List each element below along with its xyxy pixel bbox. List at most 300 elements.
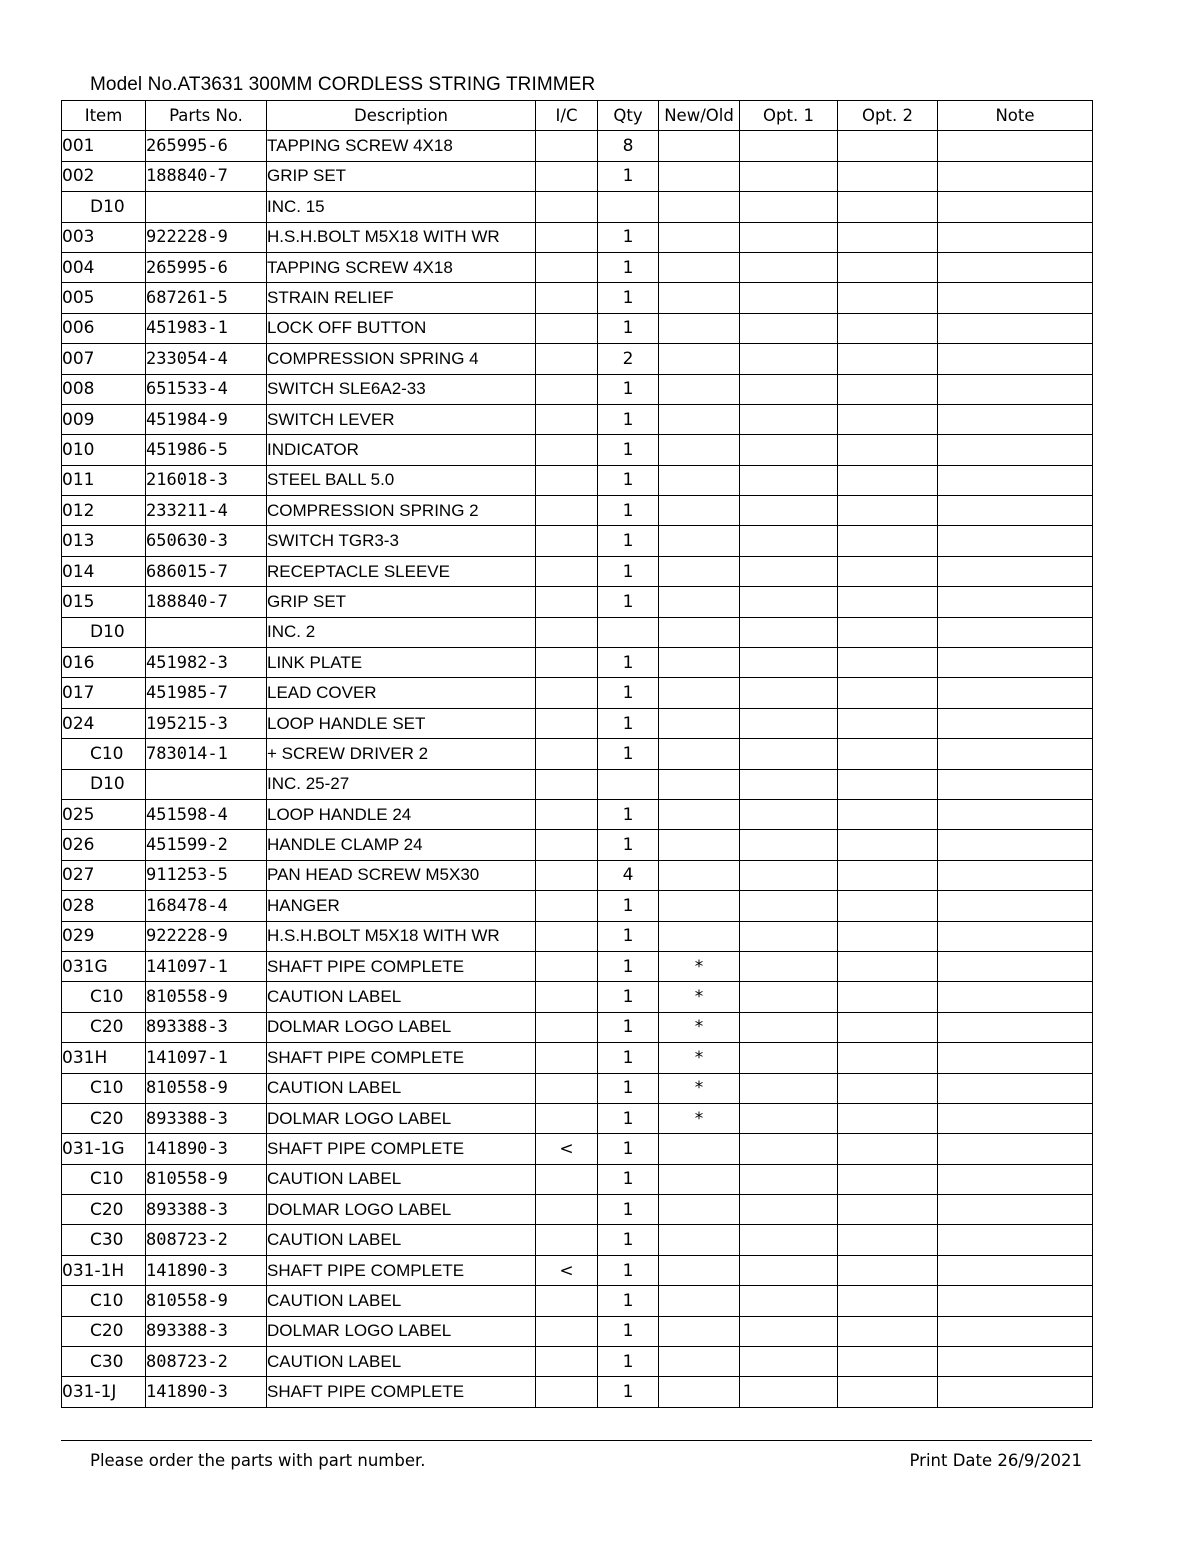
qty-cell: 1: [598, 1164, 659, 1194]
table-row: [62, 769, 1093, 799]
note-cell: [938, 222, 1093, 252]
note-cell: [938, 192, 1093, 222]
opt2-cell: [838, 404, 938, 434]
qty-cell: 1: [598, 799, 659, 829]
qty-cell: 8: [598, 131, 659, 161]
note-cell: [938, 435, 1093, 465]
item-cell: 031-1J: [62, 1377, 146, 1407]
note-cell: [938, 1164, 1093, 1194]
column-header-new-old: New/Old: [659, 101, 740, 131]
ic-cell: [536, 951, 598, 981]
ic-cell: <: [536, 1134, 598, 1164]
item-cell: C10: [62, 1286, 146, 1316]
note-cell: [938, 830, 1093, 860]
opt1-cell: [740, 587, 838, 617]
opt2-cell: [838, 708, 938, 738]
table-row: [62, 1377, 1093, 1407]
item-cell: 026: [62, 830, 146, 860]
description-cell: GRIP SET: [267, 587, 536, 617]
qty-cell: 1: [598, 921, 659, 951]
qty-cell: 1: [598, 161, 659, 191]
opt2-cell: [838, 648, 938, 678]
table-row: [62, 891, 1093, 921]
opt1-cell: [740, 526, 838, 556]
ic-cell: [536, 1195, 598, 1225]
qty-cell: 1: [598, 739, 659, 769]
table-row: [62, 799, 1093, 829]
description-cell: TAPPING SCREW 4X18: [267, 252, 536, 282]
opt2-cell: [838, 739, 938, 769]
item-cell: 028: [62, 891, 146, 921]
new-old-cell: [659, 496, 740, 526]
qty-cell: 2: [598, 344, 659, 374]
note-cell: [938, 799, 1093, 829]
part-number-cell: 783014-1: [146, 739, 267, 769]
ic-cell: [536, 1316, 598, 1346]
part-number-cell: 810558-9: [146, 1286, 267, 1316]
ic-cell: [536, 1347, 598, 1377]
note-cell: [938, 1073, 1093, 1103]
ic-cell: [536, 921, 598, 951]
opt2-cell: [838, 1377, 938, 1407]
footer-print-date: Print Date 26/9/2021: [909, 1451, 1082, 1470]
description-cell: LINK PLATE: [267, 648, 536, 678]
new-old-cell: [659, 526, 740, 556]
new-old-cell: [659, 283, 740, 313]
ic-cell: [536, 769, 598, 799]
description-cell: DOLMAR LOGO LABEL: [267, 1103, 536, 1133]
new-old-cell: *: [659, 982, 740, 1012]
qty-cell: 1: [598, 678, 659, 708]
ic-cell: [536, 313, 598, 343]
part-number-cell: 922228-9: [146, 921, 267, 951]
ic-cell: [536, 374, 598, 404]
table-row: [62, 1134, 1093, 1164]
description-cell: COMPRESSION SPRING 2: [267, 496, 536, 526]
ic-cell: [536, 648, 598, 678]
new-old-cell: [659, 1225, 740, 1255]
note-cell: [938, 678, 1093, 708]
item-cell: 014: [62, 556, 146, 586]
item-cell: C20: [62, 1316, 146, 1346]
item-cell: 024: [62, 708, 146, 738]
opt1-cell: [740, 252, 838, 282]
opt1-cell: [740, 951, 838, 981]
qty-cell: [598, 617, 659, 647]
item-cell: 027: [62, 860, 146, 890]
item-cell: 015: [62, 587, 146, 617]
opt2-cell: [838, 1316, 938, 1346]
description-cell: SWITCH SLE6A2-33: [267, 374, 536, 404]
note-cell: [938, 982, 1093, 1012]
part-number-cell: 810558-9: [146, 1164, 267, 1194]
item-cell: C20: [62, 1012, 146, 1042]
description-cell: CAUTION LABEL: [267, 1073, 536, 1103]
table-header-row: [62, 101, 1093, 131]
qty-cell: 1: [598, 252, 659, 282]
description-cell: STRAIN RELIEF: [267, 283, 536, 313]
part-number-cell: [146, 617, 267, 647]
qty-cell: 1: [598, 1043, 659, 1073]
item-cell: 016: [62, 648, 146, 678]
note-cell: [938, 1377, 1093, 1407]
qty-cell: 1: [598, 1103, 659, 1133]
description-cell: HANGER: [267, 891, 536, 921]
table-row: [62, 283, 1093, 313]
item-cell: C30: [62, 1225, 146, 1255]
new-old-cell: [659, 161, 740, 191]
note-cell: [938, 1225, 1093, 1255]
note-cell: [938, 283, 1093, 313]
ic-cell: [536, 617, 598, 647]
table-row: [62, 496, 1093, 526]
table-row: [62, 1316, 1093, 1346]
table-row: [62, 678, 1093, 708]
new-old-cell: [659, 465, 740, 495]
qty-cell: 1: [598, 1377, 659, 1407]
opt1-cell: [740, 283, 838, 313]
part-number-cell: 687261-5: [146, 283, 267, 313]
column-header-item: Item: [62, 101, 146, 131]
note-cell: [938, 526, 1093, 556]
note-cell: [938, 1316, 1093, 1346]
opt2-cell: [838, 1103, 938, 1133]
ic-cell: [536, 982, 598, 1012]
ic-cell: [536, 1164, 598, 1194]
item-cell: 001: [62, 131, 146, 161]
item-cell: 009: [62, 404, 146, 434]
item-cell: C20: [62, 1103, 146, 1133]
new-old-cell: [659, 374, 740, 404]
note-cell: [938, 252, 1093, 282]
opt2-cell: [838, 799, 938, 829]
opt2-cell: [838, 344, 938, 374]
opt1-cell: [740, 769, 838, 799]
ic-cell: [536, 252, 598, 282]
table-row: [62, 1347, 1093, 1377]
table-row: [62, 1012, 1093, 1042]
new-old-cell: [659, 708, 740, 738]
footer-divider: [61, 1440, 1092, 1441]
opt2-cell: [838, 1134, 938, 1164]
table-row: [62, 982, 1093, 1012]
column-header-parts-no: Parts No.: [146, 101, 267, 131]
part-number-cell: 651533-4: [146, 374, 267, 404]
opt1-cell: [740, 1347, 838, 1377]
item-cell: 031H: [62, 1043, 146, 1073]
description-cell: INC. 15: [267, 192, 536, 222]
table-row: [62, 435, 1093, 465]
item-cell: 012: [62, 496, 146, 526]
table-row: [62, 1195, 1093, 1225]
new-old-cell: [659, 404, 740, 434]
part-number-cell: 451986-5: [146, 435, 267, 465]
ic-cell: [536, 496, 598, 526]
part-number-cell: 451599-2: [146, 830, 267, 860]
qty-cell: 1: [598, 222, 659, 252]
opt1-cell: [740, 830, 838, 860]
description-cell: DOLMAR LOGO LABEL: [267, 1195, 536, 1225]
opt1-cell: [740, 222, 838, 252]
note-cell: [938, 1043, 1093, 1073]
qty-cell: 1: [598, 1286, 659, 1316]
part-number-cell: 911253-5: [146, 860, 267, 890]
note-cell: [938, 313, 1093, 343]
part-number-cell: 141890-3: [146, 1255, 267, 1285]
opt1-cell: [740, 1103, 838, 1133]
new-old-cell: [659, 1316, 740, 1346]
note-cell: [938, 617, 1093, 647]
part-number-cell: 810558-9: [146, 1073, 267, 1103]
description-cell: SHAFT PIPE COMPLETE: [267, 1255, 536, 1285]
ic-cell: [536, 708, 598, 738]
table-row: [62, 708, 1093, 738]
note-cell: [938, 131, 1093, 161]
new-old-cell: [659, 1134, 740, 1164]
item-cell: C30: [62, 1347, 146, 1377]
new-old-cell: [659, 1377, 740, 1407]
part-number-cell: 141097-1: [146, 951, 267, 981]
item-cell: 011: [62, 465, 146, 495]
part-number-cell: 451983-1: [146, 313, 267, 343]
qty-cell: 4: [598, 860, 659, 890]
opt1-cell: [740, 982, 838, 1012]
qty-cell: 1: [598, 556, 659, 586]
part-number-cell: 451982-3: [146, 648, 267, 678]
table-row: [62, 465, 1093, 495]
opt1-cell: [740, 1195, 838, 1225]
description-cell: CAUTION LABEL: [267, 1164, 536, 1194]
note-cell: [938, 951, 1093, 981]
note-cell: [938, 587, 1093, 617]
new-old-cell: [659, 587, 740, 617]
qty-cell: 1: [598, 648, 659, 678]
qty-cell: 1: [598, 465, 659, 495]
description-cell: CAUTION LABEL: [267, 1347, 536, 1377]
item-cell: C10: [62, 739, 146, 769]
opt1-cell: [740, 192, 838, 222]
opt2-cell: [838, 435, 938, 465]
opt2-cell: [838, 587, 938, 617]
new-old-cell: [659, 435, 740, 465]
note-cell: [938, 1286, 1093, 1316]
new-old-cell: [659, 799, 740, 829]
qty-cell: 1: [598, 435, 659, 465]
part-number-cell: 141097-1: [146, 1043, 267, 1073]
table-row: [62, 830, 1093, 860]
new-old-cell: [659, 252, 740, 282]
column-header-ic: I/C: [536, 101, 598, 131]
note-cell: [938, 1103, 1093, 1133]
part-number-cell: 686015-7: [146, 556, 267, 586]
ic-cell: [536, 1225, 598, 1255]
opt1-cell: [740, 313, 838, 343]
qty-cell: 1: [598, 587, 659, 617]
part-number-cell: 265995-6: [146, 252, 267, 282]
new-old-cell: [659, 1164, 740, 1194]
item-cell: 007: [62, 344, 146, 374]
ic-cell: [536, 435, 598, 465]
description-cell: SWITCH TGR3-3: [267, 526, 536, 556]
opt1-cell: [740, 344, 838, 374]
item-cell: C20: [62, 1195, 146, 1225]
opt2-cell: [838, 1043, 938, 1073]
column-header-note: Note: [938, 101, 1093, 131]
opt1-cell: [740, 435, 838, 465]
description-cell: LOOP HANDLE 24: [267, 799, 536, 829]
description-cell: INDICATOR: [267, 435, 536, 465]
table-row: [62, 1255, 1093, 1285]
description-cell: SWITCH LEVER: [267, 404, 536, 434]
note-cell: [938, 1347, 1093, 1377]
ic-cell: [536, 404, 598, 434]
description-cell: GRIP SET: [267, 161, 536, 191]
ic-cell: [536, 1103, 598, 1133]
part-number-cell: 168478-4: [146, 891, 267, 921]
table-row: [62, 951, 1093, 981]
ic-cell: [536, 1043, 598, 1073]
opt1-cell: [740, 131, 838, 161]
note-cell: [938, 344, 1093, 374]
table-row: [62, 192, 1093, 222]
part-number-cell: 893388-3: [146, 1195, 267, 1225]
description-cell: DOLMAR LOGO LABEL: [267, 1316, 536, 1346]
ic-cell: [536, 799, 598, 829]
qty-cell: 1: [598, 1316, 659, 1346]
note-cell: [938, 1195, 1093, 1225]
item-cell: 031G: [62, 951, 146, 981]
qty-cell: 1: [598, 951, 659, 981]
new-old-cell: [659, 1347, 740, 1377]
item-cell: D10: [62, 192, 146, 222]
description-cell: LEAD COVER: [267, 678, 536, 708]
qty-cell: 1: [598, 526, 659, 556]
new-old-cell: [659, 830, 740, 860]
new-old-cell: [659, 769, 740, 799]
qty-cell: 1: [598, 708, 659, 738]
item-cell: C10: [62, 982, 146, 1012]
ic-cell: [536, 465, 598, 495]
note-cell: [938, 161, 1093, 191]
opt1-cell: [740, 860, 838, 890]
ic-cell: [536, 1012, 598, 1042]
table-row: [62, 1164, 1093, 1194]
ic-cell: [536, 283, 598, 313]
opt2-cell: [838, 921, 938, 951]
ic-cell: [536, 1073, 598, 1103]
opt2-cell: [838, 222, 938, 252]
table-row: [62, 222, 1093, 252]
description-cell: STEEL BALL 5.0: [267, 465, 536, 495]
note-cell: [938, 860, 1093, 890]
new-old-cell: [659, 678, 740, 708]
new-old-cell: [659, 556, 740, 586]
table-row: [62, 1286, 1093, 1316]
opt2-cell: [838, 951, 938, 981]
note-cell: [938, 921, 1093, 951]
opt2-cell: [838, 1195, 938, 1225]
item-cell: 029: [62, 921, 146, 951]
description-cell: SHAFT PIPE COMPLETE: [267, 1043, 536, 1073]
new-old-cell: *: [659, 1012, 740, 1042]
new-old-cell: [659, 739, 740, 769]
opt2-cell: [838, 1286, 938, 1316]
new-old-cell: *: [659, 1103, 740, 1133]
table-row: [62, 587, 1093, 617]
table-row: [62, 1043, 1093, 1073]
opt2-cell: [838, 496, 938, 526]
opt2-cell: [838, 465, 938, 495]
item-cell: 002: [62, 161, 146, 191]
table-row: [62, 131, 1093, 161]
table-row: [62, 344, 1093, 374]
qty-cell: 1: [598, 891, 659, 921]
opt2-cell: [838, 131, 938, 161]
item-cell: 003: [62, 222, 146, 252]
table-row: [62, 252, 1093, 282]
part-number-cell: 233211-4: [146, 496, 267, 526]
opt1-cell: [740, 496, 838, 526]
description-cell: LOCK OFF BUTTON: [267, 313, 536, 343]
item-cell: 010: [62, 435, 146, 465]
opt2-cell: [838, 830, 938, 860]
description-cell: INC. 2: [267, 617, 536, 647]
opt2-cell: [838, 1012, 938, 1042]
new-old-cell: [659, 131, 740, 161]
opt1-cell: [740, 921, 838, 951]
opt1-cell: [740, 1164, 838, 1194]
opt2-cell: [838, 161, 938, 191]
qty-cell: 1: [598, 1134, 659, 1164]
description-cell: H.S.H.BOLT M5X18 WITH WR: [267, 222, 536, 252]
opt1-cell: [740, 1043, 838, 1073]
opt1-cell: [740, 1134, 838, 1164]
column-header-qty: Qty: [598, 101, 659, 131]
item-cell: 031-1H: [62, 1255, 146, 1285]
ic-cell: [536, 1286, 598, 1316]
opt2-cell: [838, 1347, 938, 1377]
opt2-cell: [838, 556, 938, 586]
opt1-cell: [740, 374, 838, 404]
new-old-cell: [659, 648, 740, 678]
qty-cell: 1: [598, 1225, 659, 1255]
opt2-cell: [838, 1255, 938, 1285]
qty-cell: [598, 769, 659, 799]
table-row: [62, 1225, 1093, 1255]
part-number-cell: 188840-7: [146, 161, 267, 191]
description-cell: HANDLE CLAMP 24: [267, 830, 536, 860]
opt2-cell: [838, 1073, 938, 1103]
opt2-cell: [838, 1225, 938, 1255]
description-cell: LOOP HANDLE SET: [267, 708, 536, 738]
note-cell: [938, 739, 1093, 769]
part-number-cell: [146, 192, 267, 222]
description-cell: H.S.H.BOLT M5X18 WITH WR: [267, 921, 536, 951]
opt2-cell: [838, 526, 938, 556]
opt1-cell: [740, 1255, 838, 1285]
note-cell: [938, 1255, 1093, 1285]
part-number-cell: 893388-3: [146, 1316, 267, 1346]
description-cell: TAPPING SCREW 4X18: [267, 131, 536, 161]
description-cell: COMPRESSION SPRING 4: [267, 344, 536, 374]
part-number-cell: 451984-9: [146, 404, 267, 434]
table-row: [62, 161, 1093, 191]
ic-cell: [536, 678, 598, 708]
opt2-cell: [838, 313, 938, 343]
opt2-cell: [838, 678, 938, 708]
column-header-opt-1: Opt. 1: [740, 101, 838, 131]
table-row: [62, 1073, 1093, 1103]
